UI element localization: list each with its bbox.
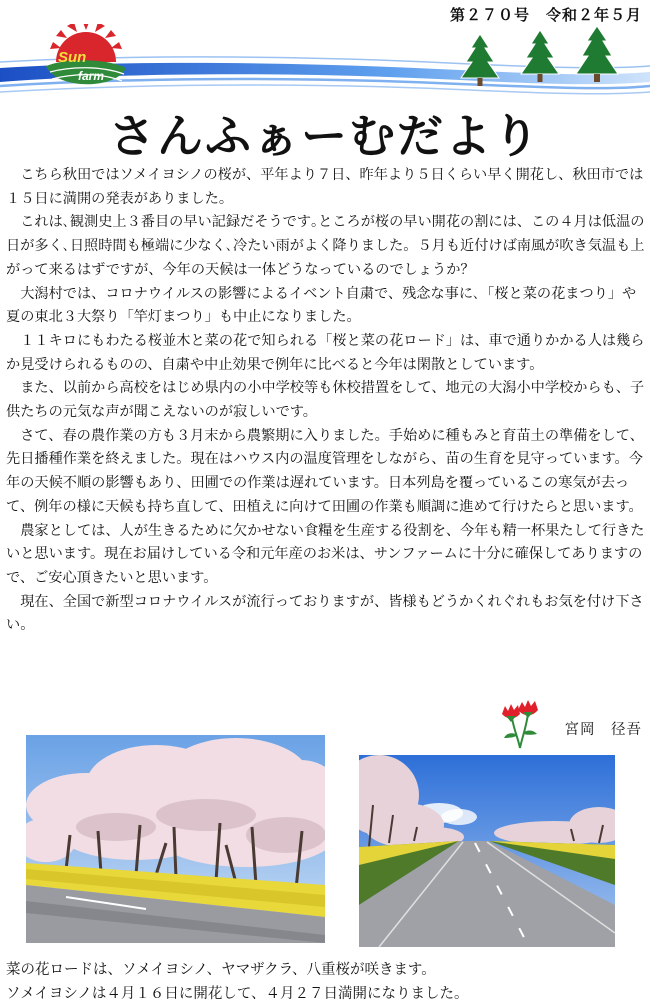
photo-caption: 菜の花ロードは、ソメイヨシノ、ヤマザクラ、八重桜が咲きます。: [6, 962, 436, 978]
carnation-icon: [496, 698, 544, 750]
sun-farm-logo-icon: [46, 24, 126, 84]
paragraph: こちら秋田ではソメイヨシノの桜が、平年より７日、昨年より５日くらい早く開花し、秋田市では１５日に満開の発表がありました。: [6, 167, 644, 207]
newsletter-title: さんふぁーむだより: [109, 109, 541, 163]
photo-caption: ソメイヨシノは４月１６日に開花して、４月２７日満開になりました。: [6, 986, 469, 1002]
author-signature: 宮岡 径吾: [564, 722, 642, 738]
road-photo-right: [359, 755, 615, 947]
header-banner: [0, 24, 650, 104]
paragraph: また、以前から高校をはじめ県内の小中学校等も休校措置をして、地元の大潟小中学校からも、子供たちの元気な声が聞こえないのが寂しいです。: [6, 380, 645, 421]
paragraph: これは､観測史上３番目の早い記録だそうです｡ところが桜の早い開花の割には、この４月は低温の日が多く､日照時間も極端に少なく､冷たい雨がよく降りました。５月も近付けば南風が吹き気温も上がって来るはずですが、今年の天候は一体どうなっているのでしょうか？: [6, 214, 645, 278]
logo-text-sun: Sun: [58, 49, 87, 66]
paragraph: さて、春の農作業の方も３月末から農繁期に入りました。手始めに種もみと育苗土の準備をして、先日播種作業を終えました。現在はハウス内の温度管理をしながら、苗の生育を見守っています。今年の天候不順の影響もあり、田圃での作業は遅れています。日本列島を覆っているこの寒気が去って、例年の様に天候も持ち直して、田植えに向けて田圃の作業も順調に進めて行けたらと思います。: [6, 427, 644, 515]
paragraph: 農家としては、人が生きるために欠かせない食糧を生産する役割を、今年も精一杯果たして行きたいと思います。現在お届けしている令和元年産のお米は、サンファームに十分に確保してありますので、ご安心頂きたいと思います。: [6, 522, 645, 586]
issue-number: 第２７０号 令和２年５月: [449, 6, 642, 24]
cherry-blossom-photo-left: [26, 735, 325, 943]
paragraph: １１キロにもわたる桜並木と菜の花で知られる「桜と菜の花ロード」は、車で通りかかる人は幾らか見受けられるものの、自粛や中止効果で例年に比べると今年は閑散としています。: [6, 332, 645, 373]
paragraph: 現在、全国で新型コロナウイルスが流行っておりますが、皆様もどうかくれぐれもお気を付け下さい。: [6, 593, 644, 634]
paragraph: 大潟村では、コロナウイルスの影響によるイベント自粛で、残念な事に､「桜と菜の花まつり」や夏の東北３大祭り「竿灯まつり」も中止になりました。: [6, 285, 637, 326]
article-body: [6, 164, 646, 638]
logo-text-farm: farm: [78, 69, 105, 83]
tree-icon: [461, 26, 618, 86]
